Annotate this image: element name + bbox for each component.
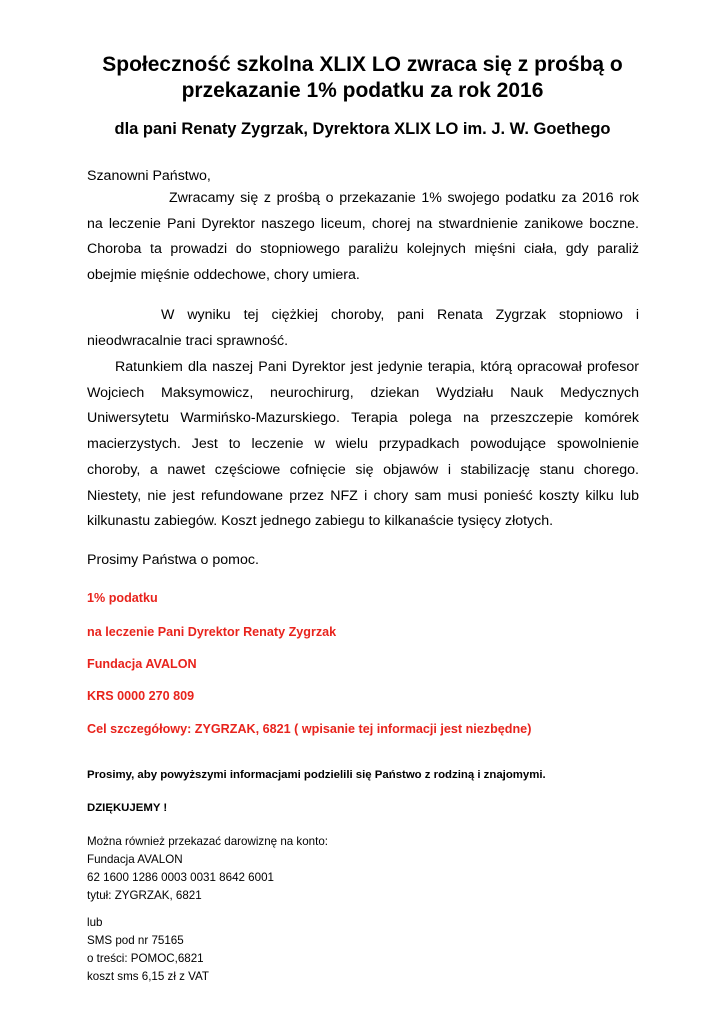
donation-percent: 1% podatku [87,591,158,605]
paragraph-request: Prosimy Państwa o pomoc. [87,552,259,568]
transfer-intro: Można również przekazać darowiznę na konto: [87,835,329,848]
share-request: Prosimy, aby powyższymi informacjami podzielili się Państwo z rodziną i znajomymi. [87,769,546,781]
paragraph-intro: Zwracamy się z prośbą o przekazanie 1% swojego podatku za 2016 rok na leczenie Pani Dyrektor naszego liceum, chorej na stwardnienie zanikowe boczne. Choroba ta prowadzi do stopniowego paraliżu kolejnych mięśni ciała, gdy paraliż obejmie mięśnie oddechowe, chory umiera. [87,190,639,284]
bank-transfer-info [87,833,487,905]
title-line-1: Społeczność szkolna XLIX LO zwraca się z prośbą o [102,53,623,76]
donation-krs: KRS 0000 270 809 [87,689,195,703]
greeting: Szanowni Państwo, [87,168,211,184]
sms-content: o treści: POMOC,6821 [87,952,204,966]
donation-target: Cel szczegółowy: ZYGRZAK, 6821 ( wpisanie tej informacji jest niezbędne) [87,722,532,736]
paragraph-illness: W wyniku tej ciężkiej choroby, pani Renata Zygrzak stopniowo i nieodwracalnie traci sprawność. [87,307,639,349]
sms-number: SMS pod nr 75165 [87,934,184,948]
transfer-foundation: Fundacja AVALON [87,853,183,867]
thank-you: DZIĘKUJEMY ! [87,802,168,814]
sms-cost: koszt sms 6,15 zł z VAT [87,970,209,984]
title-line-2: przekazanie 1% podatku za rok 2016 [181,79,544,102]
page-title [60,52,665,104]
transfer-title: tytuł: ZYGRZAK, 6821 [87,889,202,903]
paragraph-therapy: Ratunkiem dla naszej Pani Dyrektor jest jedynie terapia, którą opracował profesor Wojciech Maksymowicz, neurochirurg, dziekan Wydziału Nauk Medycznych Uniwersytetu Warmińsko-Mazurskiego. Terapia polega na przeszczepie komórek macierzystych. Jest to leczenie w wielu przypadkach powodujące spowolnienie choroby, a nawet częściowe cofnięcie się objawów i stabilizację stanu chorego. Niestety, nie jest refundowane przez NFZ i chory sam musi ponieść koszty kilku lub kilkunastu zabiegów. Koszt jednego zabiegu to kilkanaście tysięcy złotych. [87,359,639,530]
donation-purpose: na leczenie Pani Dyrektor Renaty Zygrzak [87,625,337,639]
transfer-account-number: 62 1600 1286 0003 0031 8642 6001 [87,871,274,885]
page-subtitle: dla pani Renaty Zygrzak, Dyrektora XLIX LO im. J. W. Goethego [114,120,611,138]
donation-foundation: Fundacja AVALON [87,657,197,671]
sms-or: lub [87,916,103,929]
sms-info [87,914,487,986]
